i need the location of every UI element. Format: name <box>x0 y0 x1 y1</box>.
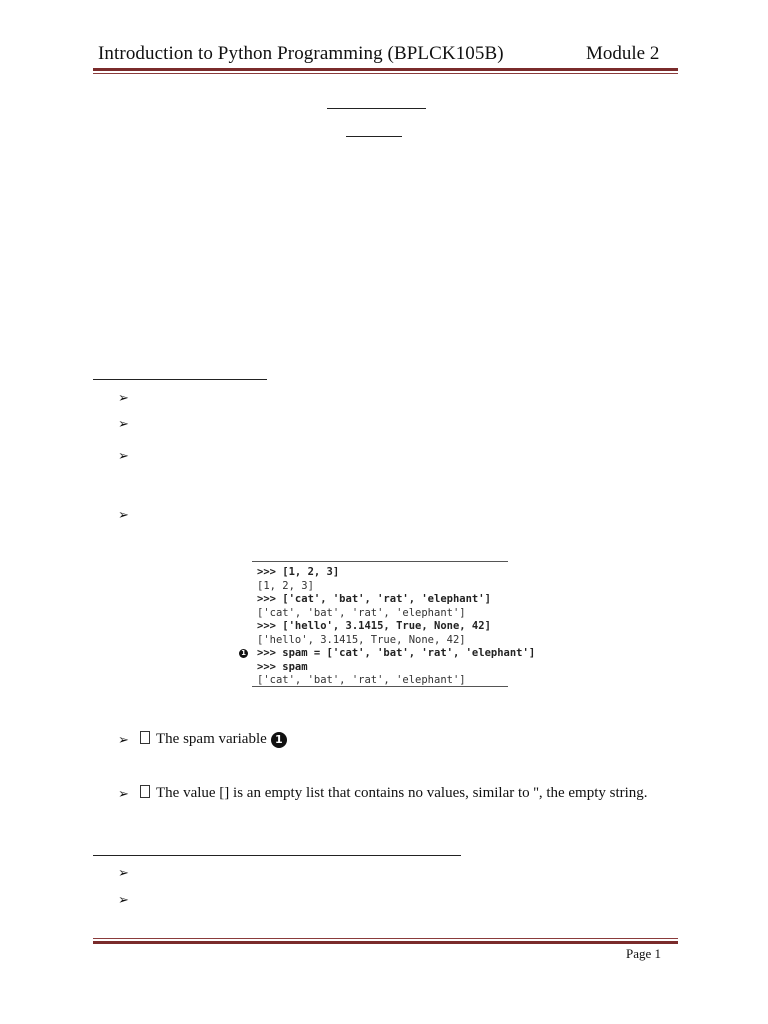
title-underline <box>327 108 426 109</box>
code-text: >>> [1, 2, 3] <box>257 566 340 578</box>
bullet-arrow: ➢ <box>118 449 129 464</box>
callout-marker: 1 <box>239 649 248 658</box>
header-rule-thin <box>93 73 678 74</box>
code-line <box>252 674 508 688</box>
document-title: Introduction to Python Programming (BPLCK105B) <box>98 43 504 64</box>
page-number: Page 1 <box>626 946 662 961</box>
bullet-arrow: ➢ <box>118 893 129 908</box>
code-text: ['cat', 'bat', 'rat', 'elephant'] <box>257 674 466 686</box>
code-line <box>252 634 508 648</box>
code-line <box>252 661 508 675</box>
code-line <box>252 566 508 580</box>
bullet-arrow: ➢ <box>118 508 129 523</box>
code-line <box>252 580 508 594</box>
code-text: ['cat', 'bat', 'rat', 'elephant'] <box>257 606 466 619</box>
code-text: [1, 2, 3] <box>257 579 314 592</box>
empty-list-text: The value [] is an empty list that contains no values, similar to '', the empty string. <box>156 785 648 801</box>
code-text: ['hello', 3.1415, True, None, 42] <box>257 633 466 646</box>
footer-rule <box>93 941 678 944</box>
footer-rule-thin <box>93 938 678 939</box>
bullet-arrow: ➢ <box>118 417 129 432</box>
empty-list-note <box>140 785 648 802</box>
code-text: >>> ['cat', 'bat', 'rat', 'elephant'] <box>257 593 491 605</box>
bullet-arrow: ➢ <box>118 866 129 881</box>
code-text: >>> ['hello', 3.1415, True, None, 42] <box>257 620 491 632</box>
code-text: >>> spam = ['cat', 'bat', 'rat', 'elephant'] <box>257 647 536 659</box>
code-line <box>252 593 508 607</box>
checkbox-glyph-icon <box>140 731 150 744</box>
callout-marker: 1 <box>271 732 287 748</box>
checkbox-glyph-icon <box>140 785 150 798</box>
section-heading-underline <box>93 855 461 856</box>
code-line <box>252 620 508 634</box>
code-line <box>252 607 508 621</box>
code-text: >>> spam <box>257 660 308 673</box>
bullet-arrow: ➢ <box>118 391 129 406</box>
spam-variable-note <box>140 731 287 748</box>
module-label: Module 2 <box>586 43 660 64</box>
section-heading-underline <box>93 379 267 380</box>
bullet-arrow: ➢ <box>118 787 129 802</box>
code-line <box>241 647 536 661</box>
bullet-arrow: ➢ <box>118 733 129 748</box>
subtitle-underline <box>346 136 402 137</box>
code-example <box>241 561 536 687</box>
header-rule <box>93 68 678 71</box>
spam-variable-text: The spam variable <box>156 731 267 747</box>
